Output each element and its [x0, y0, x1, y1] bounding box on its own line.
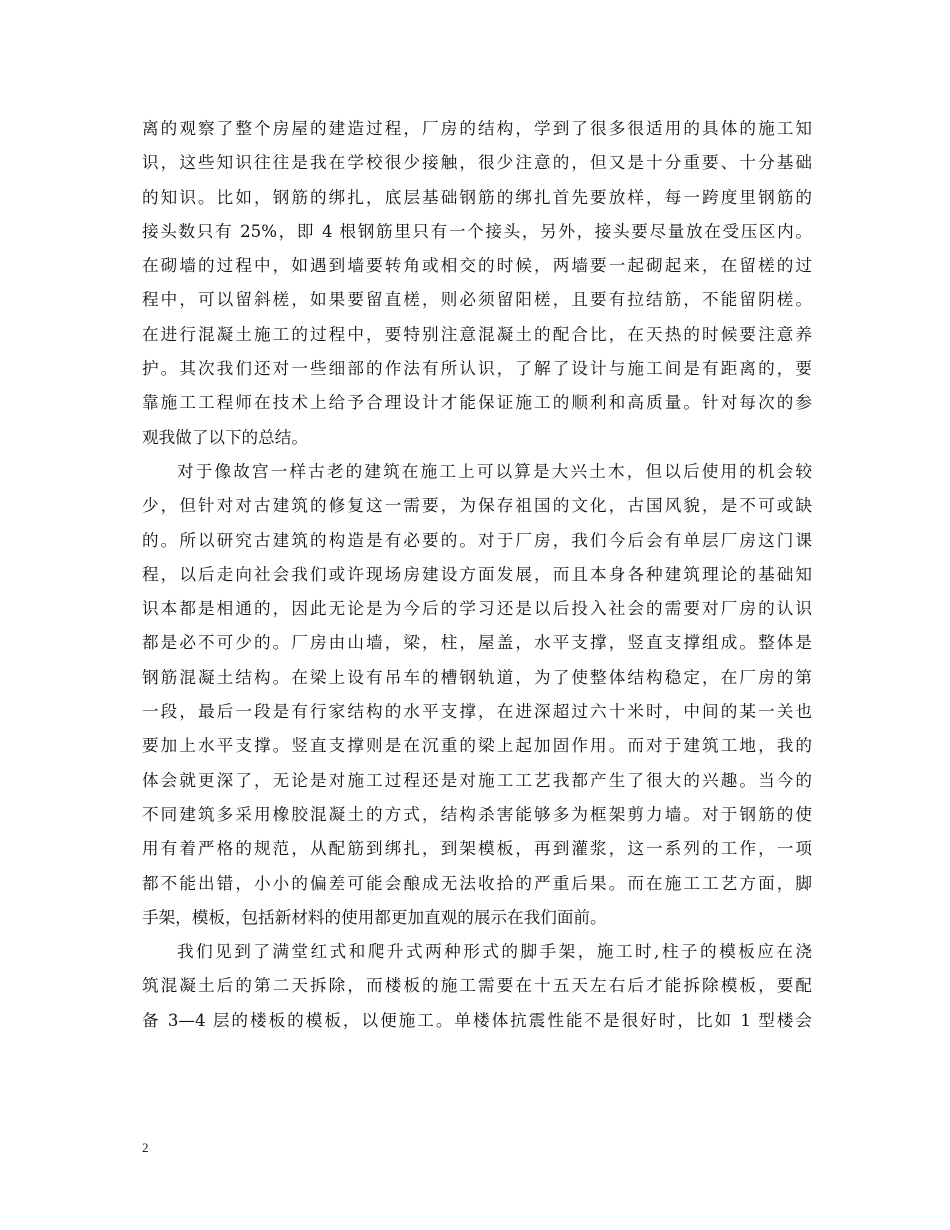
text-line: 备 3—4 层的楼板的模板，以便施工。单楼体抗震性能不是很好时，比如 1 型楼会 — [142, 1010, 812, 1030]
text-line: 程中，可以留斜槎，如果要留直槎，则必须留阳槎，且要有拉结筋，不能留阴槎。 — [142, 290, 812, 310]
text-line: 的。所以研究古建筑的构造是有必要的。对于厂房，我们今后会有单层厂房这门课 — [142, 530, 812, 550]
text-line: 在砌墙的过程中，如遇到墙要转角或相交的时候，两墙要一起砌起来，在留槎的过 — [142, 256, 812, 276]
text-line: 程，以后走向社会我们或许现场房建设方面发展，而且本身各种建筑理论的基础知 — [142, 564, 812, 584]
text-line: 护。其次我们还对一些细部的作法有所认识，了解了设计与施工间是有距离的，要 — [142, 359, 812, 379]
text-line: 用有着严格的规范，从配筋到绑扎，到架模板，再到灌浆，这一系列的工作，一项 — [142, 839, 812, 859]
text-line: 手架，模板，包括新材料的使用都更加直观的展示在我们面前。 — [142, 907, 607, 927]
text-line: 都不能出错，小小的偏差可能会酿成无法收拾的严重后果。而在施工工艺方面，脚 — [142, 873, 812, 893]
text-line: 钢筋混凝土结构。在梁上设有吊车的槽钢轨道，为了使整体结构稳定，在厂房的第 — [142, 667, 812, 687]
text-line: 我们见到了满堂红式和爬升式两种形式的脚手架，施工时,柱子的模板应在浇 — [177, 942, 812, 962]
text-line: 体会就更深了，无论是对施工过程还是对施工工艺我都产生了很大的兴趣。当今的 — [142, 770, 812, 790]
page-number: 2 — [142, 1140, 149, 1155]
text-line: 靠施工工程师在技术上给予合理设计才能保证施工的顺利和高质量。针对每次的参 — [142, 393, 812, 413]
text-line: 筑混凝土后的第二天拆除，而楼板的施工需要在十五天左右后才能拆除模板，要配 — [142, 976, 812, 996]
text-line: 一段，最后一段是有行家结构的水平支撑，在进深超过六十米时，中间的某一关也 — [142, 702, 812, 722]
text-line: 在进行混凝土施工的过程中，要特别注意混凝土的配合比，在天热的时候要注意养 — [142, 324, 812, 344]
text-line: 少，但针对对古建筑的修复这一需要，为保存祖国的文化，古国风貌，是不可或缺 — [142, 496, 812, 516]
text-line: 对于像故宫一样古老的建筑在施工上可以算是大兴土木，但以后使用的机会较 — [177, 461, 812, 481]
text-line: 的知识。比如，钢筋的绑扎，底层基础钢筋的绑扎首先要放样，每一跨度里钢筋的 — [142, 187, 812, 207]
text-line: 都是必不可少的。厂房由山墙，梁，柱，屋盖，水平支撑，竖直支撑组成。整体是 — [142, 633, 812, 653]
text-line: 接头数只有 25%，即 4 根钢筋里只有一个接头，另外，接头要尽量放在受压区内。 — [142, 221, 812, 241]
text-line: 识本都是相通的，因此无论是为今后的学习还是以后投入社会的需要对厂房的认识 — [142, 599, 812, 619]
text-line: 要加上水平支撑。竖直支撑则是在沉重的梁上起加固作用。而对于建筑工地，我的 — [142, 736, 812, 756]
text-line: 识，这些知识往往是我在学校很少接触，很少注意的，但又是十分重要、十分基础 — [142, 153, 812, 173]
text-line: 观我做了以下的总结。 — [142, 427, 308, 447]
text-line: 离的观察了整个房屋的建造过程，厂房的结构，学到了很多很适用的具体的施工知 — [142, 119, 812, 138]
body-text — [142, 112, 812, 1038]
text-line: 不同建筑多采用橡胶混凝土的方式，结构杀害能够多为框架剪力墙。对于钢筋的使 — [142, 804, 812, 824]
